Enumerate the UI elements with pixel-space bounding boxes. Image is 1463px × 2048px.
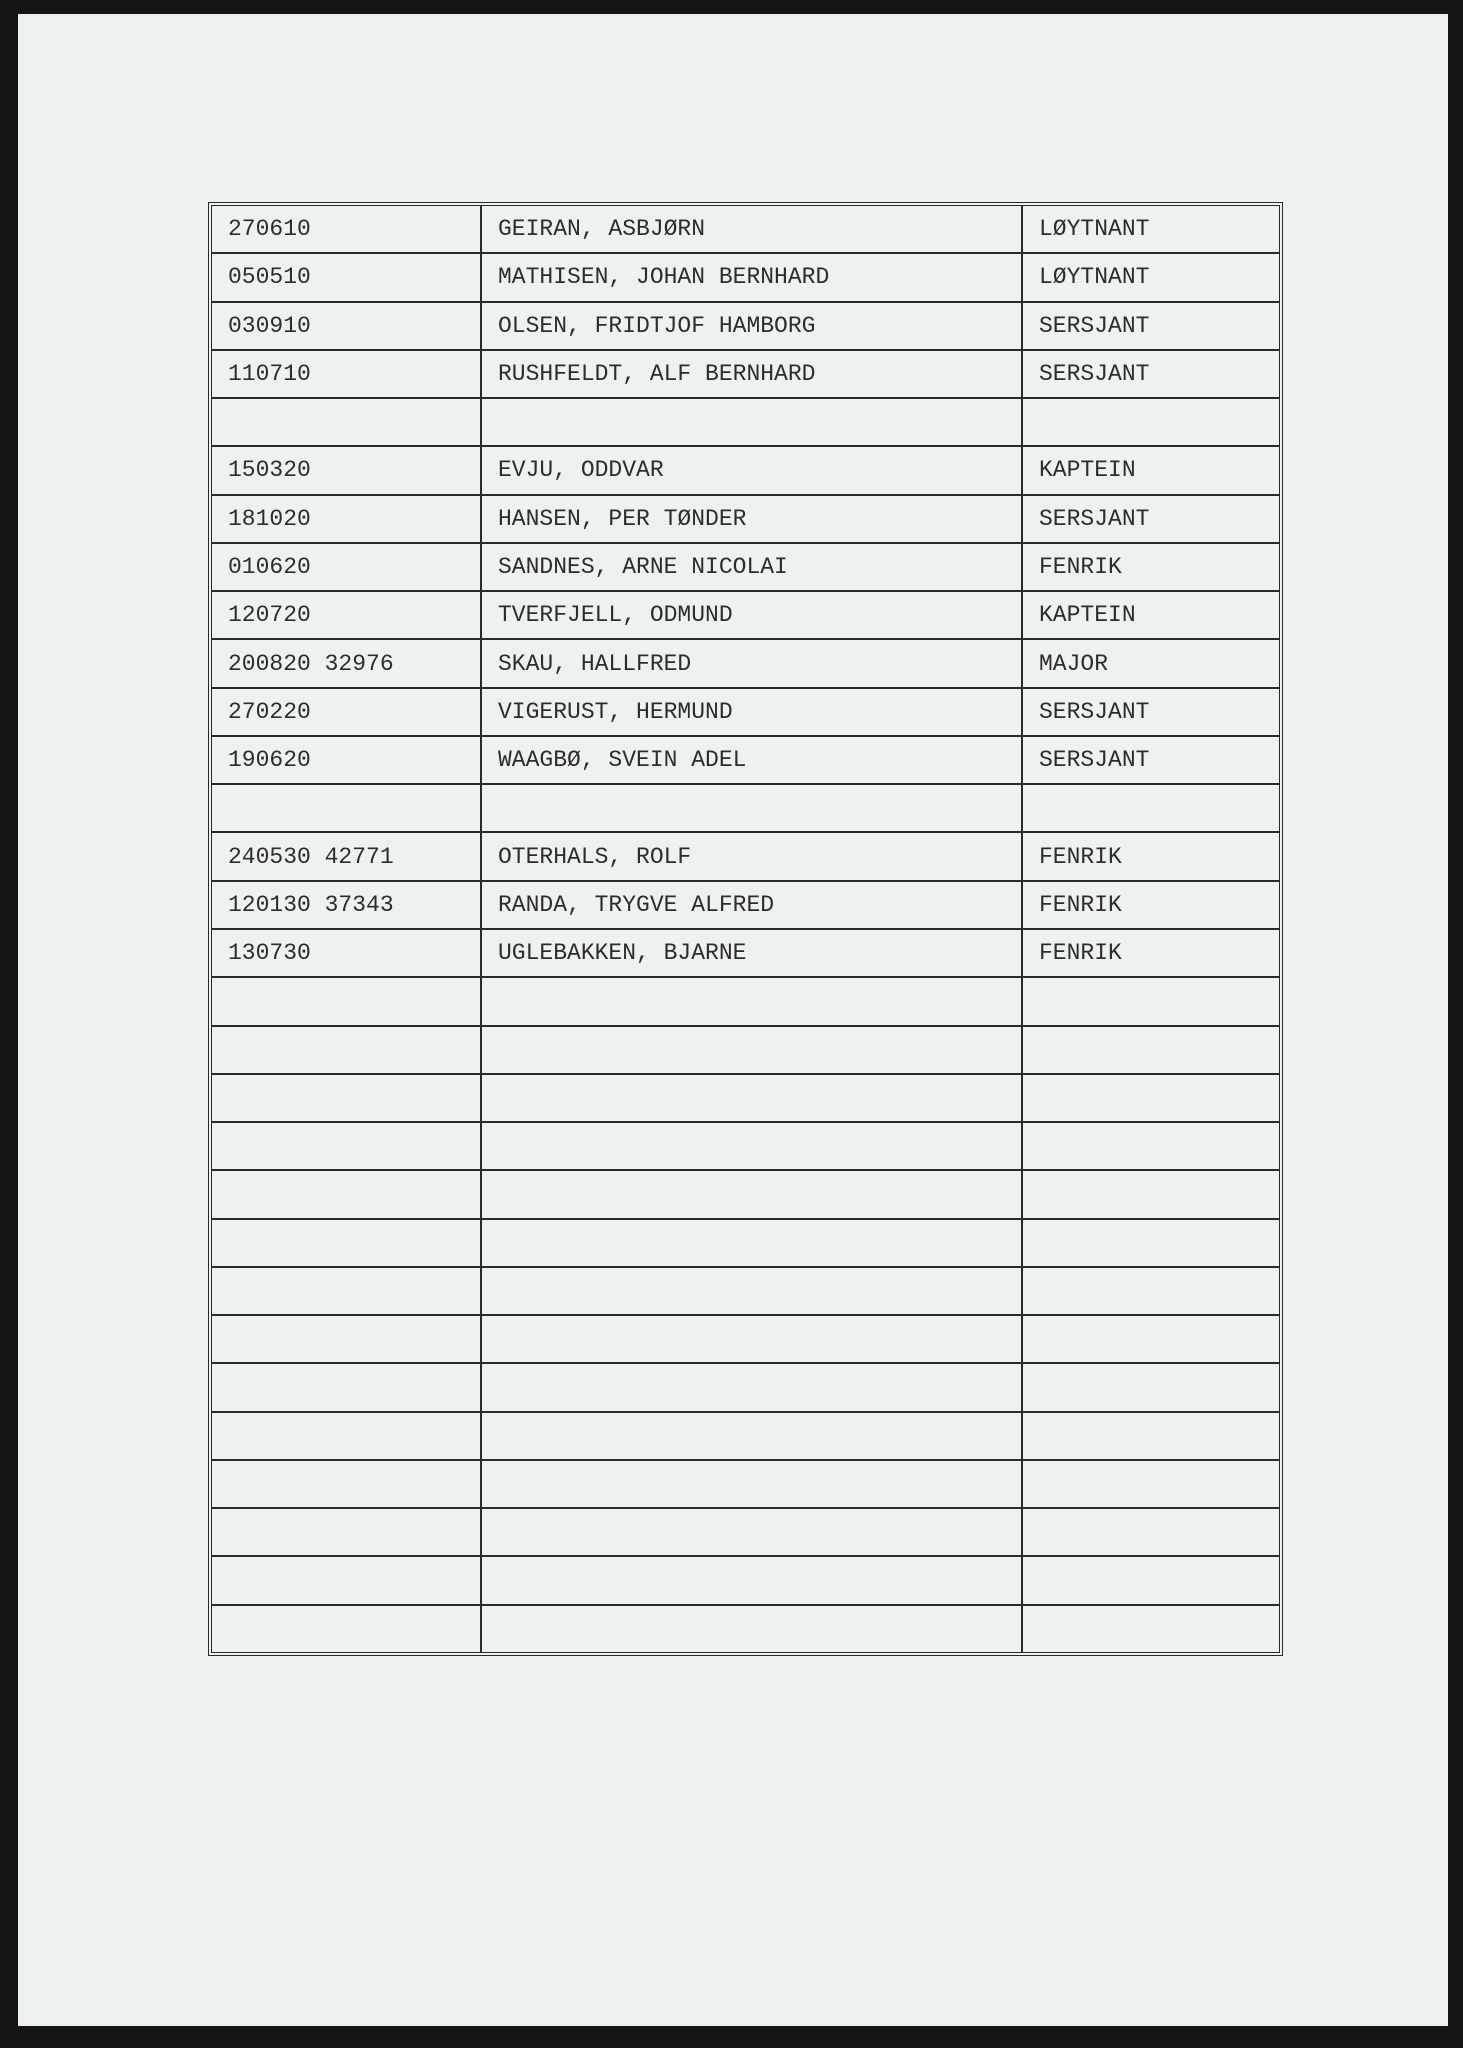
name-cell: SANDNES, ARNE NICOLAI [482,544,1023,590]
rank-cell [1023,1268,1279,1314]
name-cell [482,1123,1023,1169]
rank-cell [1023,1557,1279,1603]
rank-cell [1023,978,1279,1024]
table-row [212,689,1279,737]
table-row [212,737,1279,785]
table-row [212,447,1279,495]
table-row [212,1171,1279,1219]
rank-cell: FENRIK [1039,843,1122,870]
table-row [212,303,1279,351]
service-number-cell [212,785,482,831]
rank-cell: FENRIK [1039,940,1122,967]
service-number-cell: 200820 32976 [212,640,482,686]
table-row [212,1364,1279,1412]
personnel-register-table [208,202,1283,1656]
service-number-cell [212,1027,482,1073]
name-cell: RUSHFELDT, ALF BERNHARD [482,351,1023,397]
table-row [212,1123,1279,1171]
table-row [212,1461,1279,1509]
service-number-cell [212,1606,482,1652]
rank-cell [1023,1364,1279,1410]
rank-cell: SERSJANT [1039,747,1150,774]
service-number-cell: 110710 [212,351,482,397]
table-row [212,882,1279,930]
service-number-cell [212,1364,482,1410]
table-row [212,1268,1279,1316]
name-cell: HANSEN, PER TØNDER [482,496,1023,542]
name-cell [482,1557,1023,1603]
name-cell [482,1220,1023,1266]
name-cell: GEIRAN, ASBJØRN [482,206,1023,252]
name-cell [482,1268,1023,1314]
rank-cell: SERSJANT [1039,312,1150,339]
rank-cell [1023,1220,1279,1266]
name-cell [482,1509,1023,1555]
name-cell [482,785,1023,831]
name-cell: EVJU, ODDVAR [482,447,1023,493]
service-number-cell: 181020 [212,496,482,542]
rank-cell [1023,785,1279,831]
table-row [212,399,1279,447]
service-number-cell: 050510 [212,254,482,300]
service-number-cell: 150320 [212,447,482,493]
rank-cell [1023,1461,1279,1507]
rank-cell: FENRIK [1039,891,1122,918]
table-row [212,833,1279,881]
name-cell: RANDA, TRYGVE ALFRED [482,882,1023,928]
service-number-cell [212,1123,482,1169]
service-number-cell: 030910 [212,303,482,349]
table-row [212,1027,1279,1075]
name-cell: OLSEN, FRIDTJOF HAMBORG [482,303,1023,349]
name-cell [482,978,1023,1024]
table-row [212,1220,1279,1268]
name-cell: VIGERUST, HERMUND [482,689,1023,735]
rank-cell: SERSJANT [1039,698,1150,725]
name-cell: UGLEBAKKEN, BJARNE [482,930,1023,976]
table-row [212,351,1279,399]
rank-cell: LØYTNANT [1039,216,1150,243]
service-number-cell: 270610 [212,206,482,252]
table-row [212,930,1279,978]
table-row [212,978,1279,1026]
rank-cell [1023,1171,1279,1217]
rank-cell: KAPTEIN [1039,602,1136,629]
table-row [212,592,1279,640]
table-row [212,785,1279,833]
service-number-cell: 120720 [212,592,482,638]
rank-cell: FENRIK [1039,553,1122,580]
table-row [212,496,1279,544]
name-cell [482,1316,1023,1362]
rank-cell [1023,1123,1279,1169]
rank-cell: MAJOR [1039,650,1109,677]
table-row [212,1557,1279,1605]
service-number-cell [212,978,482,1024]
name-cell [482,1413,1023,1459]
service-number-cell: 010620 [212,544,482,590]
service-number-cell [212,1509,482,1555]
table-row [212,1606,1279,1652]
rank-cell [1023,1509,1279,1555]
name-cell: SKAU, HALLFRED [482,640,1023,686]
table-row [212,1316,1279,1364]
name-cell [482,1461,1023,1507]
service-number-cell [212,1220,482,1266]
name-cell [482,1075,1023,1121]
service-number-cell: 190620 [212,737,482,783]
name-cell: WAAGBØ, SVEIN ADEL [482,737,1023,783]
rank-cell: SERSJANT [1039,505,1150,532]
rank-cell: KAPTEIN [1039,457,1136,484]
table-row [212,1413,1279,1461]
table-row [212,1075,1279,1123]
name-cell [482,399,1023,445]
table-row [212,1509,1279,1557]
rank-cell [1023,1075,1279,1121]
service-number-cell [212,1557,482,1603]
name-cell: OTERHALS, ROLF [482,833,1023,879]
name-cell [482,1364,1023,1410]
name-cell: MATHISEN, JOHAN BERNHARD [482,254,1023,300]
rank-cell: LØYTNANT [1039,264,1150,291]
service-number-cell [212,1413,482,1459]
service-number-cell: 270220 [212,689,482,735]
rank-cell: SERSJANT [1039,360,1150,387]
service-number-cell: 130730 [212,930,482,976]
service-number-cell [212,1075,482,1121]
rank-cell [1023,399,1279,445]
table-row [212,544,1279,592]
rank-cell [1023,1027,1279,1073]
service-number-cell [212,1461,482,1507]
table-row [212,640,1279,688]
rank-cell [1023,1316,1279,1362]
name-cell: TVERFJELL, ODMUND [482,592,1023,638]
name-cell [482,1171,1023,1217]
name-cell [482,1027,1023,1073]
document-page [18,14,1448,2026]
service-number-cell [212,399,482,445]
service-number-cell [212,1268,482,1314]
rank-cell [1023,1606,1279,1652]
rank-cell [1023,1413,1279,1459]
service-number-cell [212,1171,482,1217]
table-row [212,254,1279,302]
service-number-cell: 120130 37343 [212,882,482,928]
name-cell [482,1606,1023,1652]
table-row [212,206,1279,254]
service-number-cell: 240530 42771 [212,833,482,879]
service-number-cell [212,1316,482,1362]
